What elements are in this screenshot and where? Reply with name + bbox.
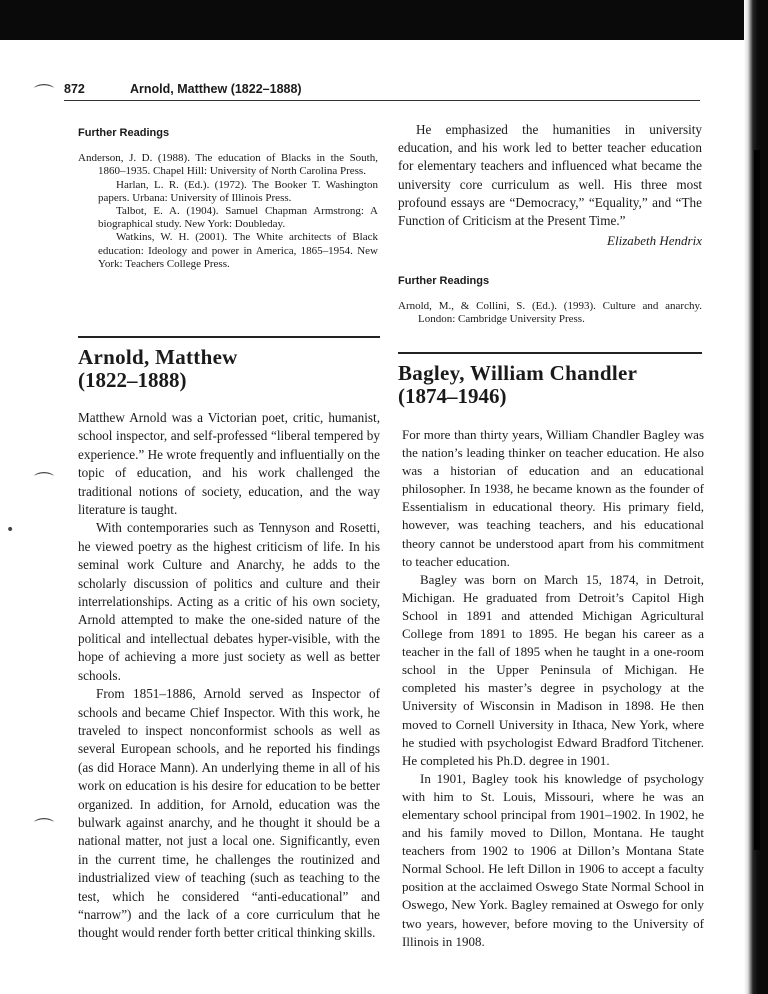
paragraph: Matthew Arnold was a Victorian poet, critic, humanist, school inspector, and self-professed “liberal tempered by experience.” He wrote frequently and influentially on the topic of education, and his work challenged the traditional notions of society, education, and the way literature is taught. [78,410,380,518]
right-further-readings [398,272,702,327]
margin-mark: ⌒ [34,816,54,840]
scan-right-border [744,0,768,994]
further-readings-heading: Further Readings [78,127,170,139]
entry-heading-bagley [398,352,702,408]
paragraph: From 1851–1886, Arnold served as Inspector of schools and became Chief Inspector. With this work, he traveled to inspect nonconformist schools as well as several European schools, and he reported his findings (as did Horace Mann). An underlying theme in all of his work on education is his desire for education to be better organized. In addition, for Arnold, education was the bulwark against anarchy, and he thought it should be a national matter, not just a local one. Significantly, even in the current time, he challenges the routinized and industrialized view of teaching (such as teaching to the test, which he considered “anti-educational” and “narrow”) and the lack of a core curriculum that he thought would render forth better critical thinking skills. [78,686,380,941]
entry-body-bagley [402,426,704,951]
entry-dates: (1874–1946) [398,384,507,408]
reference: Talbot, E. A. (1904). Samuel Chapman Armstrong: A biographical study. New York: Doubleday. [98,205,378,231]
paragraph: He emphasized the humanities in university education, and his work led to better teacher education for elementary teachers and influenced what became the university core curriculum as well. His three most profound essays are “Democracy,” “Equality,” and “The Function of Criticism at the Present Time.” [398,122,702,229]
reference: Harlan, L. R. (Ed.). (1972). The Booker T. Washington papers. Urbana: University of Illinois Press. [98,178,378,204]
margin-mark: • [6,522,15,538]
reference: Arnold, M., & Collini, S. (Ed.). (1993). Culture and anarchy. London: Cambridge University Press. [398,300,702,326]
paragraph: With contemporaries such as Tennyson and Rosetti, he viewed poetry as the highest criticism of life. In his seminal work Culture and Anarchy, he adds to the scholarly discussion of politics and culture and their interrelationships. Acting as a critic of his own society, Arnold attempted to make the one-sided nature of the political and intellectual debates hyper-visible, with the hope of achieving a more just society as well as better schools. [78,520,380,683]
running-title: Arnold, Matthew (1822–1888) [130,82,302,96]
entry-body-arnold [78,409,380,943]
margin-mark: ⌒ [34,470,54,494]
left-further-readings [78,124,378,271]
page-number: 872 [64,82,85,96]
scan-top-border [0,0,768,40]
paragraph: Bagley was born on March 15, 1874, in Detroit, Michigan. He graduated from Detroit’s Capitol High School in 1891 and attended Michigan Agricultural College from 1891 to 1895. He began his career as a teacher in the fall of 1895 when he taught in a one-room school in the Upper Peninsula of Michigan. He completed his master’s degree in psychology at the University of Wisconsin in Madison in 1898. He then moved to Cornell University in Ithaca, New York, where he studied with psychologist Edward Bradford Titchener. He completed his Ph.D. degree in 1901. [402,571,704,768]
paragraph: For more than thirty years, William Chandler Bagley was the nation’s leading thinker on teacher education. He also was a historian of education and an educational philosopher. In 1938, he became known as the founder of Essentialism in educational theory. His primary field, however, was teaching teachers, and his educational theory cannot be understood apart from his commitment to teacher education. [402,427,704,569]
reference: Anderson, J. D. (1988). The education of Blacks in the South, 1860–1935. Chapel Hill: University of North Carolina Press. [78,152,378,178]
entry-dates: (1822–1888) [78,368,187,392]
running-header [64,80,700,101]
entry-heading-arnold [78,336,380,392]
reference: Watkins, W. H. (2001). The White architects of Black education: Ideology and power in America, 1865–1954. New York: Teachers College Press. [98,231,378,270]
author-signature: Elizabeth Hendrix [607,233,702,249]
washington-conclusion [398,121,702,250]
margin-mark: ⌒ [34,82,54,106]
further-readings-heading: Further Readings [398,275,490,287]
paragraph: In 1901, Bagley took his knowledge of psychology with him to St. Louis, Missouri, where he was an elementary school principal from 1901–1902. In 1902, he and his family moved to Dillon, Montana. He taught teachers from 1902 to 1906 at Dillon’s Montana State Normal School. He left Dillon in 1906 to accept a faculty position at the acclaimed Oswego State Normal School in Oswego, New York. Bagley remained at Oswego for only two years, however, before moving to the University of Illinois in 1908. [402,770,704,949]
entry-name: Bagley, William Chandler [398,361,638,385]
entry-name: Arnold, Matthew [78,345,238,369]
